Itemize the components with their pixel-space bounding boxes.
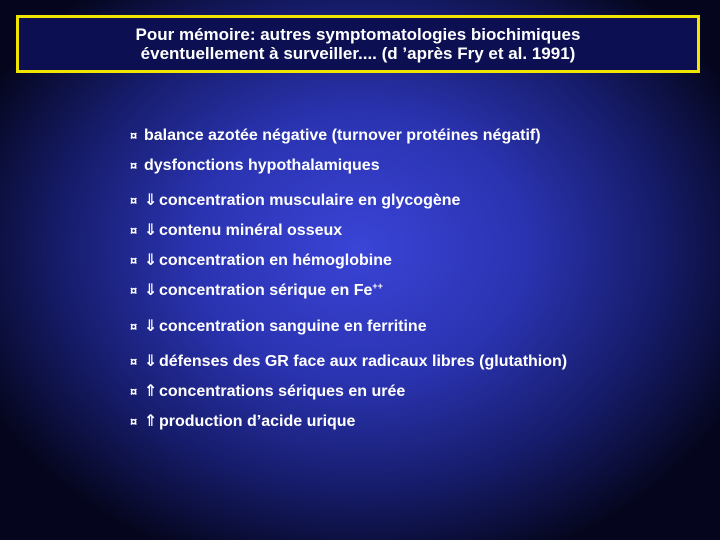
title-line-2: éventuellement à surveiller.... (d ’après Fry et al. 1991) [140, 44, 576, 63]
bullet-icon: ¤ [130, 414, 138, 429]
arrow-down-icon: ⇓ [144, 252, 158, 269]
item-text: contenu minéral osseux [159, 222, 343, 239]
list-item [130, 382, 405, 401]
bullet-icon: ¤ [130, 128, 138, 143]
item-text: concentrations sériques en urée [159, 383, 406, 400]
superscript-charge: ++ [372, 281, 383, 291]
bullet-icon: ¤ [130, 319, 138, 334]
item-text: dysfonctions hypothalamiques [144, 157, 380, 174]
bullet-icon: ¤ [130, 283, 138, 298]
arrow-down-icon: ⇓ [144, 318, 158, 335]
arrow-up-icon: ⇑ [144, 383, 158, 400]
item-text: concentration sérique en Fe [159, 282, 373, 299]
item-text: défenses des GR face aux radicaux libres (glutathion) [159, 353, 568, 370]
bullet-icon: ¤ [130, 253, 138, 268]
list-item [130, 221, 342, 240]
item-text: balance azotée négative (turnover protéines négatif) [144, 127, 541, 144]
bullet-icon: ¤ [130, 384, 138, 399]
bullet-icon: ¤ [130, 193, 138, 208]
list-item [130, 281, 383, 300]
list-item [130, 317, 427, 336]
list-item [130, 251, 392, 270]
arrow-down-icon: ⇓ [144, 353, 158, 370]
bullet-icon: ¤ [130, 158, 138, 173]
arrow-up-icon: ⇑ [144, 413, 158, 430]
item-text: concentration musculaire en glycogène [159, 192, 461, 209]
arrow-down-icon: ⇓ [144, 222, 158, 239]
bullet-icon: ¤ [130, 223, 138, 238]
list-item [130, 191, 460, 210]
arrow-down-icon: ⇓ [144, 282, 158, 299]
item-text: production d’acide urique [159, 413, 356, 430]
list-item [130, 412, 355, 431]
arrow-down-icon: ⇓ [144, 192, 158, 209]
list-item [130, 126, 541, 145]
list-item [130, 156, 380, 175]
list-item [130, 352, 567, 371]
title-line-1: Pour mémoire: autres symptomatologies biochimiques [135, 25, 581, 44]
item-text: concentration sanguine en ferritine [159, 318, 427, 335]
bullet-icon: ¤ [130, 354, 138, 369]
title-box [16, 15, 700, 73]
item-text: concentration en hémoglobine [159, 252, 392, 269]
